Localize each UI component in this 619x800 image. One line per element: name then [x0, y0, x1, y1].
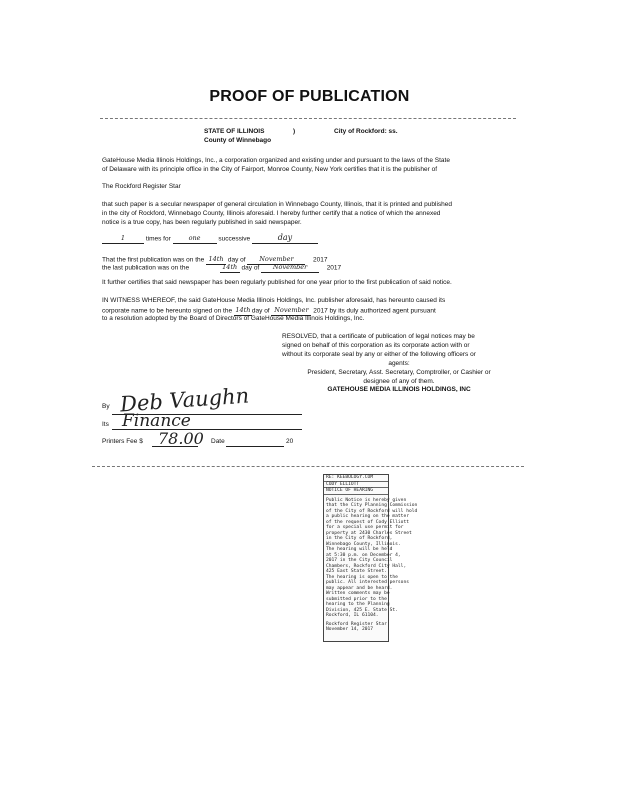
resolved-line-2: signed on behalf of this corporation as its corporate action with or — [282, 342, 470, 349]
fee-value: 78.00 — [158, 429, 204, 448]
state-label: STATE OF ILLINOIS — [204, 128, 265, 135]
its-label: Its — [102, 421, 109, 428]
certify-line-2: in the city of Rockford, Winnebago County, Illinois aforesaid. I hereby further certify that a notice of which the annexed — [102, 210, 441, 217]
its-value: Finance — [122, 411, 191, 431]
resolved-line-4: agents: — [388, 360, 410, 367]
witness-line-1: IN WITNESS WHEREOF, the said GateHouse Media Illinois Holdings, Inc. publisher aforesaid, has hereunto caused its — [102, 297, 446, 304]
times-period: day — [277, 233, 293, 242]
witness-signed-on: corporate name to be hereunto signed on the — [102, 307, 233, 315]
clipping-line: Chambers, Rockford City Hall, — [326, 563, 407, 569]
clipping-line: Winnebago County, Illinois. — [326, 541, 401, 547]
clipping-header-3: NOTICE OF HEARING — [324, 488, 388, 495]
witness-month: November — [274, 306, 309, 314]
venue-paren: ) — [293, 128, 296, 135]
clipping-line: Written comments may be — [326, 591, 390, 596]
last-pub-month: November — [272, 263, 308, 271]
clipping-line: 425 East State Street. — [326, 569, 387, 574]
certify-line-1: that such paper is a secular newspaper of general circulation in Winnebago County, Illinois, that it is printed and published — [102, 201, 453, 208]
intro-line-1: GateHouse Media Illinois Holdings, Inc., a corporation organized and existing under and pursuant to the laws of the State — [102, 157, 450, 164]
signature: Deb Vaughn — [119, 383, 250, 417]
first-pub-month: November — [259, 255, 294, 263]
resolved-designee: designee of any of them. — [363, 378, 435, 385]
resolved-line-1: RESOLVED, that a certificate of publication of legal notices may be — [282, 333, 475, 340]
clipping-line: in the City of Rockford, — [326, 536, 393, 541]
resolved-officers: President, Secretary, Asst. Secretary, Comptroller, or Cashier or — [307, 369, 491, 376]
clipping-line: public. All interested persons — [326, 580, 409, 585]
certify-line-3: notice is a true copy, has been regularly published in said newspaper. — [102, 219, 302, 226]
clipping-line: for a special use permit for — [326, 525, 404, 530]
first-day-of: day of — [227, 256, 246, 264]
clipping-line: 2017 in the City Council — [326, 558, 393, 563]
city-label: City of Rockford: ss. — [334, 128, 398, 135]
newspaper-clipping — [323, 474, 418, 642]
clipping-line: Division, 425 E. State St. — [326, 607, 398, 613]
clipping-header-2: CODY ELLIOTT — [324, 482, 388, 489]
date-line — [226, 446, 284, 447]
clipping-line: Rockford, IL 61104. — [326, 613, 379, 618]
clipping-line: property at 2430 Charles Street — [326, 530, 412, 536]
clipping-footer-2: November 14, 2017 — [326, 627, 374, 632]
its-line — [112, 429, 302, 430]
witness-day: 14th — [235, 306, 251, 314]
clipping-line: submitted prior to the — [326, 596, 387, 602]
witness-agent: by its duly authorized agent pursuant — [329, 307, 436, 315]
first-pub-day: 14th — [208, 255, 224, 263]
last-pub-label: the last publication was on the — [102, 264, 190, 272]
clipping-line: hearing to the Planning — [326, 602, 390, 607]
times-count: 1 — [120, 234, 126, 242]
intro-line-2: of Delaware with its principle office in the City of Fairport, Monroe County, New York certifies that it is the publisher of — [102, 166, 438, 173]
county-label: County of Winnebago — [204, 137, 272, 144]
page-title: PROOF OF PUBLICATION — [209, 88, 410, 105]
clipping-line: of the City of Rockford will hold — [326, 508, 418, 514]
last-pub-line — [102, 263, 341, 273]
clipping-line: may appear and be heard. — [326, 585, 393, 591]
witness-line-3: to a resolution adopted by the Board of Directors of GateHouse Media Illinois Holdings, Inc. — [102, 315, 365, 322]
title-divider — [100, 118, 516, 119]
first-pub-label: That the first publication was on the — [102, 256, 205, 264]
clipping-line: The hearing will be held — [326, 547, 393, 552]
clipping-line: The hearing is open to the — [326, 574, 398, 580]
by-label: By — [102, 403, 110, 410]
last-day-of: day of — [241, 264, 260, 272]
clipping-line: Public Notice is hereby given — [326, 497, 407, 503]
times-label: times for — [145, 235, 171, 243]
times-line — [102, 234, 318, 244]
successive-label: successive — [218, 235, 251, 243]
witness-year: 2017 — [313, 307, 328, 315]
clipping-line: at 5:30 p.m. on December 4, — [326, 552, 401, 558]
last-pub-year: 2017 — [326, 264, 342, 272]
date-label: Date — [211, 438, 225, 445]
clipping-footer-1: Rockford Register Star — [326, 621, 387, 627]
bottom-divider — [92, 466, 524, 467]
clipping-line: a public hearing on the matter — [326, 514, 409, 519]
company-name: GATEHOUSE MEDIA ILLINOIS HOLDINGS, INC — [327, 386, 471, 393]
date-year: 20 — [286, 438, 294, 445]
first-pub-year: 2017 — [313, 256, 328, 264]
city-name: City of Rockford — [334, 128, 385, 135]
fee-label: Printers Fee $ — [102, 438, 143, 445]
times-weeks: one — [188, 234, 201, 242]
witness-day-of: day of — [251, 307, 270, 315]
regularly-published: It further certifies that said newspaper has been regularly published for one year prior to the first publication of said notice. — [102, 279, 452, 286]
clipping-line: that the City Planning Commission — [326, 503, 418, 508]
newspaper-name: The Rockford Register Star — [102, 183, 181, 190]
clipping-body — [324, 497, 418, 619]
resolved-line-3: without its corporate seal by any or either of the following officers or — [282, 351, 476, 358]
clipping-header-1: RE: KEEBOLOGY.COM — [324, 475, 388, 482]
clipping-line: of the request of Cody Elliott — [326, 519, 409, 525]
fee-line — [152, 446, 198, 447]
last-pub-day: 14th — [222, 263, 238, 271]
ss-label: ss. — [388, 128, 398, 135]
